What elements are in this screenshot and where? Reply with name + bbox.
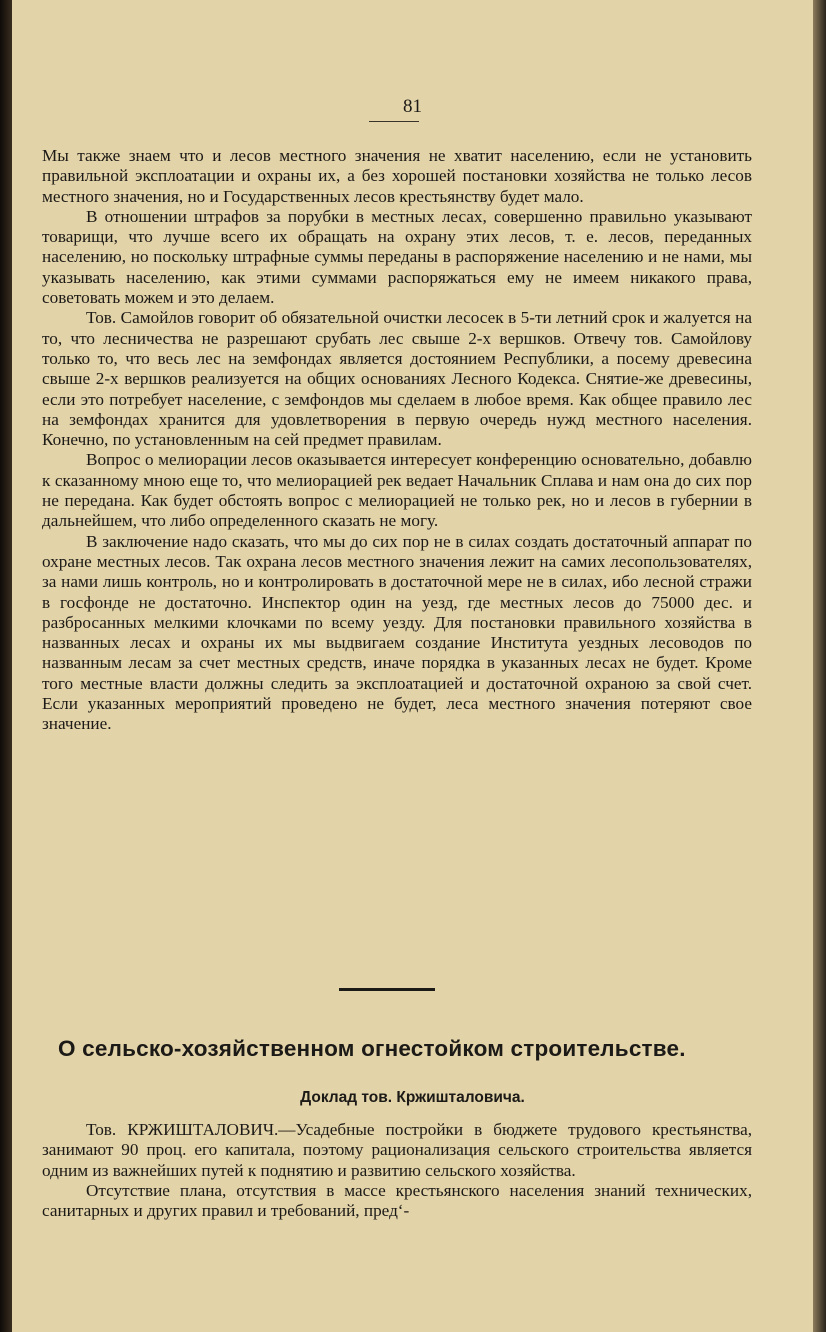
section-title: О сельско-хозяйственном огнестойком строительстве. xyxy=(58,1036,686,1061)
paragraph: Отсутствие плана, отсутствия в массе крестьянского населения знаний технических, санитарных и других правил и требований, пред‘- xyxy=(42,1180,752,1221)
page-edge xyxy=(813,0,826,1332)
section-divider xyxy=(339,988,435,991)
report-text xyxy=(42,1120,752,1221)
page-number-rule xyxy=(369,121,419,122)
book-page xyxy=(12,0,813,1332)
paragraph: Вопрос о мелиорации лесов оказывается интересует конференцию основательно, добавлю к сказанному мною еще то, что мелиорацией рек ведает Начальник Сплава и нам она до сих пор не передана. Как будет обстоять вопрос с мелиорацией не только рек, но и лесов в губернии в дальнейшем, что либо определенного сказать не могу. xyxy=(42,450,752,531)
paragraph: В отношении штрафов за порубки в местных лесах, совершенно правильно указывают товарищи, что лучше всего их обращать на охрану этих лесов, т. е. лесов, переданных населению, но поскольку штрафные суммы переданы в распоряжение населению и не нами, мы указывать населению, как этими суммами распоряжаться ему не имеем никакого права, советовать можем и это делаем. xyxy=(42,206,752,308)
body-text xyxy=(42,146,752,735)
page-number: 81 xyxy=(403,96,422,117)
book-spine xyxy=(0,0,12,1332)
paragraph: Мы также знаем что и лесов местного значения не хватит населению, если не установить правильной эксплоатации и охраны их, а без хорошей постановки хозяйства не только лесов местного значения, но и Государственных лесов крестьянству будет мало. xyxy=(42,146,752,206)
paragraph: В заключение надо сказать, что мы до сих пор не в силах создать достаточный аппарат по охране местных лесов. Так охрана лесов местного значения лежит на самих лесопользователях, за нами лишь контроль, но и контролировать в достаточной мере не в силах, ибо лесной стражи в госфонде не достаточно. Инспектор один на уезд, где местных лесов до 75000 дес. и разбросанных мелкими клочками по всему уезду. Для постановки правильного хозяйства в названных лесах и охраны их мы выдвигаем создание Института уездных лесоводов по названным лесам за счет местных средств, иначе порядка в указанных лесах не будет. Кроме того местные власти должны следить за эксплоатацией и достаточной охраною за свой счет. Если указанных мероприятий проведено не будет, леса местного значения потеряют свое значение. xyxy=(42,531,752,734)
report-subtitle: Доклад тов. Кржишталовича. xyxy=(300,1089,525,1106)
paragraph: Тов. КРЖИШТАЛОВИЧ.—Усадебные постройки в бюджете трудового крестьянства, занимают 90 проц. его капитала, поэтому рационализация сельского строительства является одним из важнейших путей к поднятию и развитию сельского хозяйства. xyxy=(42,1120,752,1180)
paragraph: Тов. Самойлов говорит об обязательной очистки лесосек в 5-ти летний срок и жалуется на то, что лесничества не разрешают срубать лес свыше 2-х вершков. Отвечу тов. Самойлову только то, что весь лес на земфондах является достоянием Республики, а посему древесина свыше 2-х вершков реализуется на общих основаниях Лесного Кодекса. Снятие-же древесины, если это потребует население, с земфондов мы сделаем в любое время. Как общее правило лес на земфондах хранится для удовлетворения в первую очередь нужд местного населения. Конечно, по установленным на сей предмет правилам. xyxy=(42,308,752,450)
